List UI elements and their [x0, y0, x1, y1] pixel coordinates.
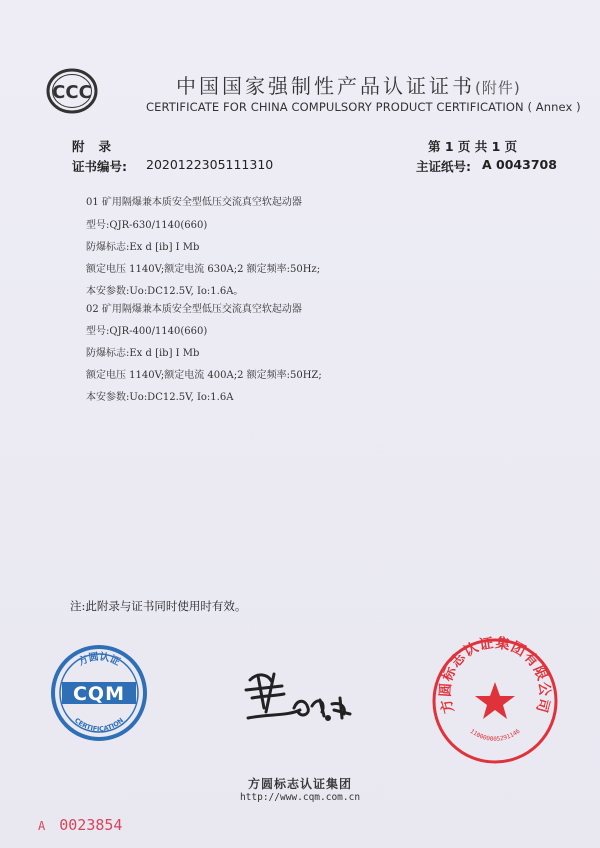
company-seal	[430, 636, 560, 766]
svg-text:110000005291146: 110000005291146	[468, 727, 522, 743]
certificate-title-cn	[176, 70, 521, 99]
title-cn-main: 中国国家强制性产品认证证书	[176, 74, 475, 98]
main-cert-value: A 0043708	[482, 157, 557, 172]
product-line: 额定电压 1140V;额定电流 630A;2 额定频率:50Hz;	[86, 264, 321, 275]
page-info: 第 1 页 共 1 页	[428, 139, 518, 154]
cqm-logo	[50, 644, 148, 742]
product-line: 本安参数:Uo:DC12.5V, Io:1.6A。	[86, 286, 244, 297]
svg-text:CQM: CQM	[72, 683, 126, 705]
product-line: 02 矿用隔爆兼本质安全型低压交流真空软起动器	[86, 304, 302, 315]
appendix-label: 附录	[72, 139, 126, 154]
product-line: 额定电压 1140V;额定电流 400A;2 额定频率:50HZ;	[86, 370, 322, 381]
product-line: 型号:QJR-400/1140(660)	[86, 326, 208, 337]
ccc-logo	[46, 68, 98, 114]
title-cn-annex: (附件)	[475, 79, 521, 97]
ccc-logo-text: CCC	[52, 82, 92, 103]
serial-prefix: A	[38, 819, 46, 833]
product-line: 型号:QJR-630/1140(660)	[86, 220, 208, 231]
svg-text:方圆认证: 方圆认证	[76, 651, 122, 669]
signature	[228, 662, 378, 732]
cert-no-label: 证书编号:	[72, 159, 127, 174]
serial-value: 0023854	[59, 816, 123, 834]
issuer-website: http://www.cqm.com.cn	[239, 792, 361, 803]
serial-number	[38, 816, 122, 834]
main-cert-label: 主证纸号:	[416, 159, 471, 174]
product-line: 01 矿用隔爆兼本质安全型低压交流真空软起动器	[86, 197, 302, 208]
svg-text:方圆标志认证集团有限公司: 方圆标志认证集团有限公司	[437, 636, 553, 716]
certificate-title-en: CERTIFICATE FOR CHINA COMPULSORY PRODUCT CERTIFICATION ( Annex )	[146, 100, 581, 114]
product-line: 防爆标志:Ex d [ib] Ⅰ Mb	[86, 242, 200, 253]
seal-star-icon	[475, 682, 515, 719]
cert-no-value: 2020122305111310	[146, 157, 274, 172]
product-line: 防爆标志:Ex d [ib] Ⅰ Mb	[86, 348, 200, 359]
validity-note: 注:此附录与证书同时使用时有效。	[70, 599, 247, 613]
svg-text:CERTIFICATION: CERTIFICATION	[72, 716, 126, 734]
product-line: 本安参数:Uo:DC12.5V, Io:1.6A	[86, 392, 234, 403]
issuer-name: 方圆标志认证集团	[247, 777, 352, 791]
